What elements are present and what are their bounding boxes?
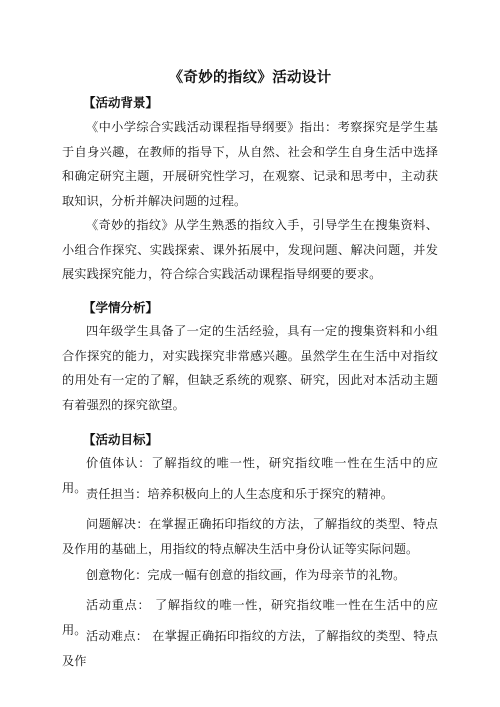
section-heading-analysis: 【学情分析】 <box>83 300 159 315</box>
activity-key-point: 活动重点： 了解指纹的唯一性，研究指纹唯一性在生活中的应用。 <box>62 598 438 637</box>
goal-problem-solving: 问题解决：在掌握正确拓印指纹的方法，了解指纹的类型、特点及作用的基础上，用指纹的特点解决生活中身份认证等实际问题。 <box>62 517 438 556</box>
goal-value-recognition: 价值体认：了解指纹的唯一性，研究指纹唯一性在生活中的应用。 <box>62 456 438 495</box>
goal-creative-making: 创意物化：完成一幅有创意的指纹画，作为母亲节的礼物。 <box>86 568 406 582</box>
background-paragraph-1: 《中小学综合实践活动课程指导纲要》指出：考察探究是学生基于自身兴趣，在教师的指导下，从自然、社会和学生自身生活中选择和确定研究主题，开展研究性学习，在观察、记录和思考中，主动获取知识，分析并解决问题的过程。 <box>62 120 438 208</box>
activity-difficulty: 活动难点： 在掌握正确拓印指纹的方法，了解指纹的类型、特点及作 <box>62 629 438 668</box>
goal-responsibility: 责任担当：培养积极向上的人生态度和乐于探究的精神。 <box>86 487 394 501</box>
section-heading-background: 【活动背景】 <box>83 95 159 110</box>
section-heading-goals: 【活动目标】 <box>83 432 159 447</box>
analysis-paragraph-1: 四年级学生具备了一定的生活经验，具有一定的搜集资料和小组合作探究的能力，对实践探究非常感兴趣。虽然学生在生活中对指纹的用处有一定的了解，但缺乏系统的观察、研究，因此对本活动主题有着强烈的探究欲望。 <box>62 324 438 412</box>
background-paragraph-2: 《奇妙的指纹》从学生熟悉的指纹入手，引导学生在搜集资料、小组合作探究、实践探索、课外拓展中，发现问题、解决问题，并发展实践探究能力，符合综合实践活动课程指导纲要的要求。 <box>62 218 438 282</box>
document-title: 《奇妙的指纹》活动设计 <box>168 70 332 86</box>
